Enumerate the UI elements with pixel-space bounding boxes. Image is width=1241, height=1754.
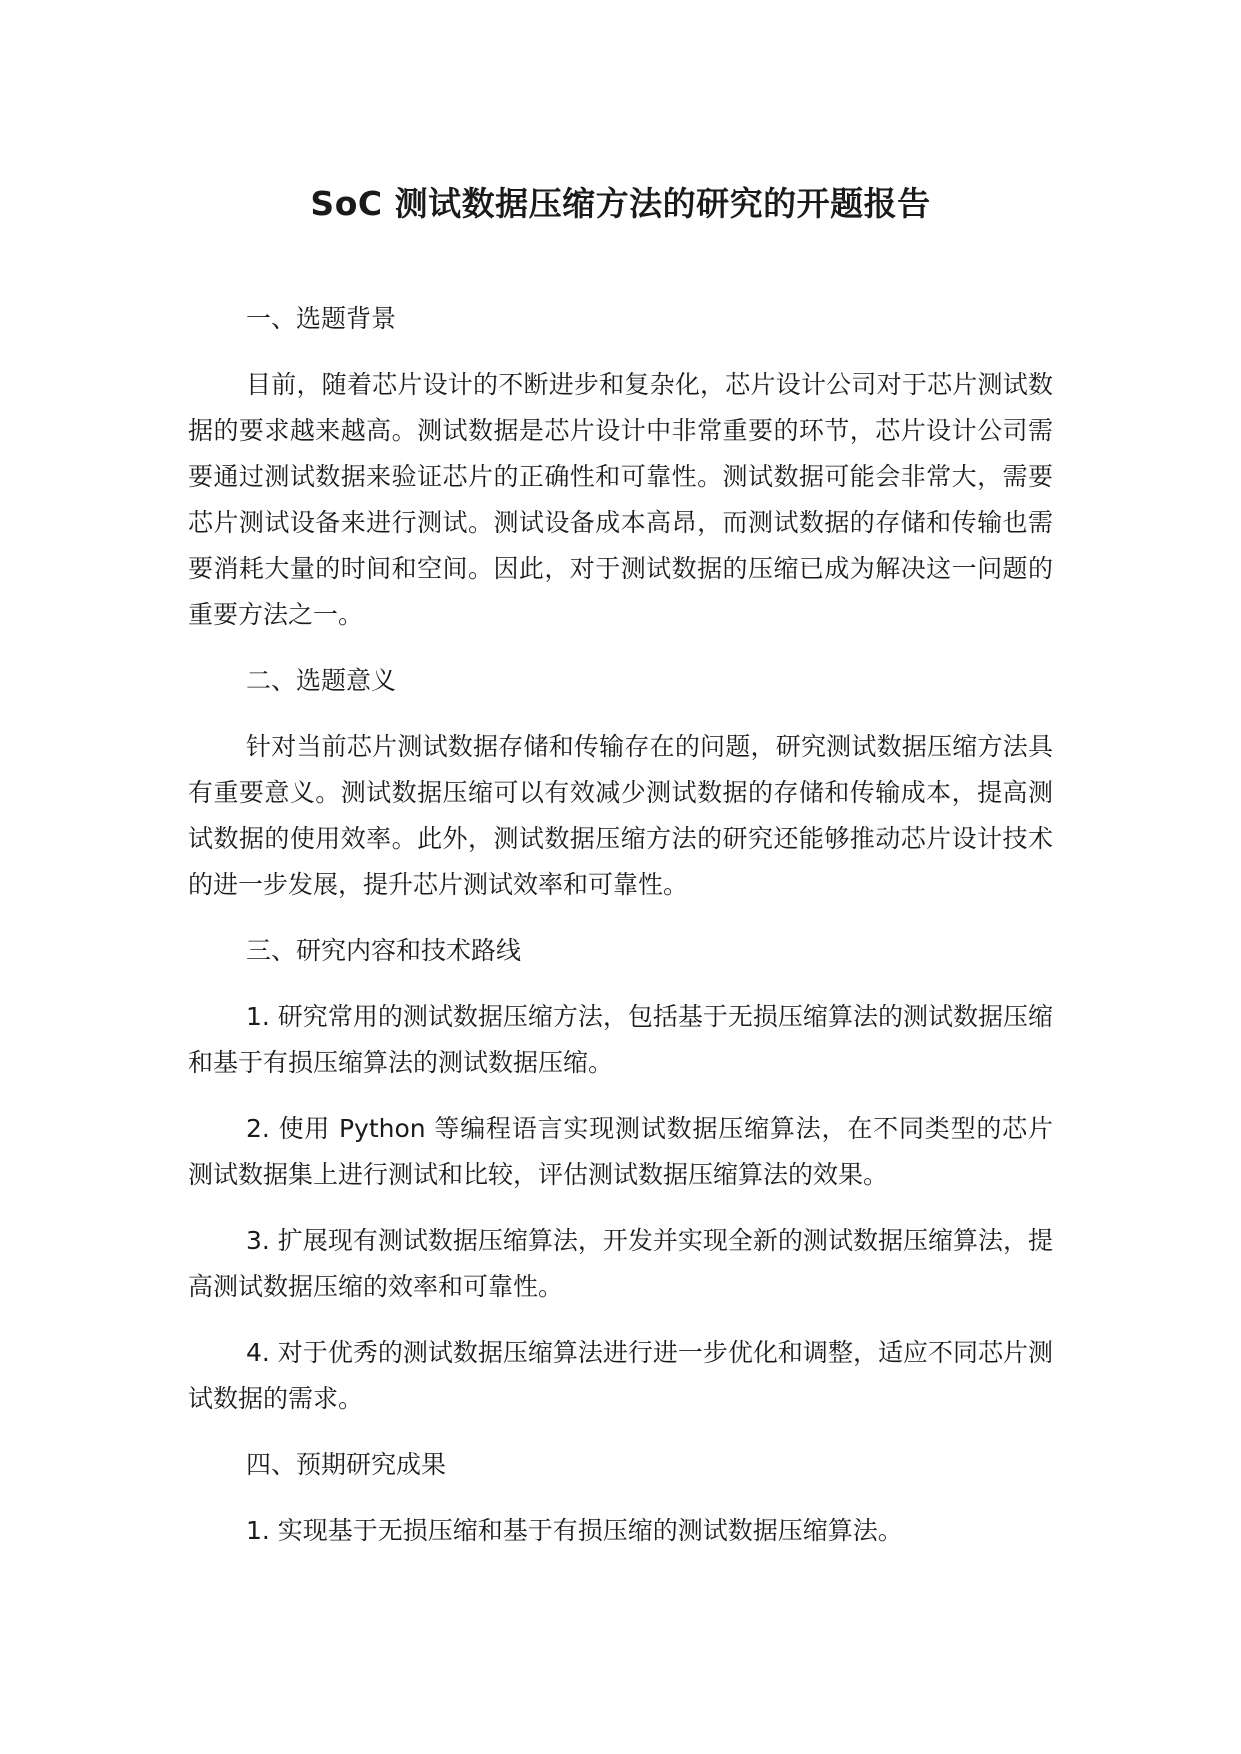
document-title: SoC 测试数据压缩方法的研究的开题报告 — [310, 184, 931, 223]
list-item-research-1: 1. 研究常用的测试数据压缩方法，包括基于无损压缩算法的测试数据压缩和基于有损压缩算法的测试数据压缩。 — [188, 1002, 1053, 1077]
section-heading-expected-results: 四、预期研究成果 — [246, 1450, 447, 1479]
section-heading-research-content: 三、研究内容和技术路线 — [246, 936, 522, 965]
list-item-research-4: 4. 对于优秀的测试数据压缩算法进行进一步优化和调整，适应不同芯片测试数据的需求。 — [188, 1338, 1053, 1413]
list-item-result-1: 1. 实现基于无损压缩和基于有损压缩的测试数据压缩算法。 — [246, 1516, 903, 1545]
list-item-research-3: 3. 扩展现有测试数据压缩算法，开发并实现全新的测试数据压缩算法，提高测试数据压缩的效率和可靠性。 — [188, 1226, 1053, 1301]
section-heading-significance: 二、选题意义 — [246, 666, 397, 695]
list-item-research-2: 2. 使用 Python 等编程语言实现测试数据压缩算法，在不同类型的芯片测试数据集上进行测试和比较，评估测试数据压缩算法的效果。 — [188, 1114, 1053, 1189]
paragraph-background: 目前，随着芯片设计的不断进步和复杂化，芯片设计公司对于芯片测试数据的要求越来越高。测试数据是芯片设计中非常重要的环节，芯片设计公司需要通过测试数据来验证芯片的正确性和可靠性。测试数据可能会非常大，需要芯片测试设备来进行测试。测试设备成本高昂，而测试数据的存储和传输也需要消耗大量的时间和空间。因此，对于测试数据的压缩已成为解决这一问题的重要方法之一。 — [188, 370, 1053, 629]
paragraph-significance: 针对当前芯片测试数据存储和传输存在的问题，研究测试数据压缩方法具有重要意义。测试数据压缩可以有效减少测试数据的存储和传输成本，提高测试数据的使用效率。此外，测试数据压缩方法的研究还能够推动芯片设计技术的进一步发展，提升芯片测试效率和可靠性。 — [188, 732, 1053, 899]
section-heading-background: 一、选题背景 — [246, 304, 397, 333]
